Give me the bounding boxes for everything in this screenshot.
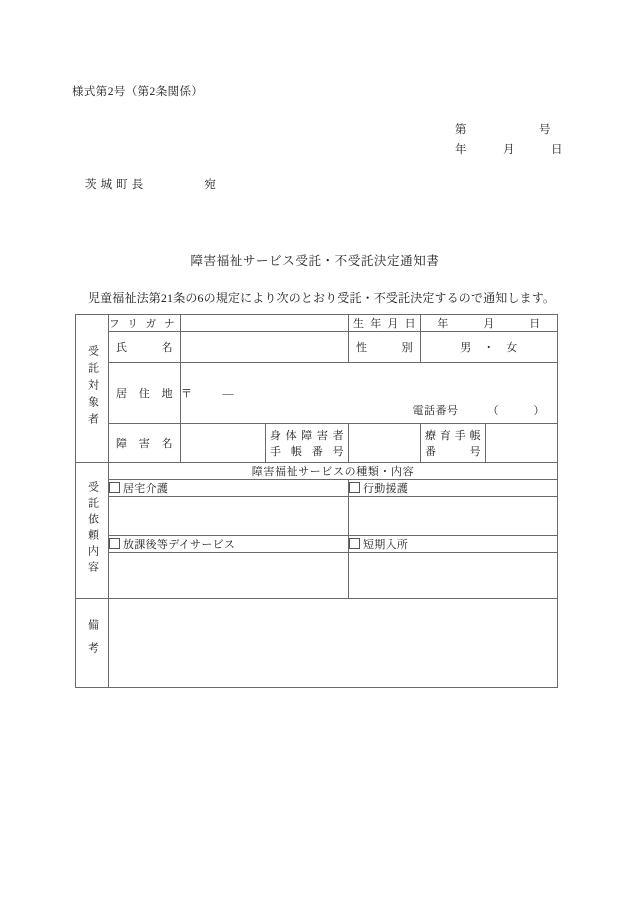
service-detail-short-stay[interactable] xyxy=(349,553,558,599)
table-row-name xyxy=(76,332,558,363)
birth-date-label xyxy=(349,315,421,332)
checkbox-icon[interactable] xyxy=(349,538,360,549)
furigana-value[interactable] xyxy=(181,315,349,332)
postal-dash: — xyxy=(222,388,234,400)
postal-code-line xyxy=(181,385,557,401)
vertical-label-request xyxy=(76,463,109,599)
sex-value[interactable]: 男 ・ 女 xyxy=(421,332,558,363)
ryoiku-handbook-label-line1: 療 育 手 帳 xyxy=(425,430,481,442)
checkbox-icon[interactable] xyxy=(109,482,120,493)
residence-value[interactable] xyxy=(181,363,558,424)
remarks-value[interactable] xyxy=(109,599,558,688)
service-option-home-care[interactable] xyxy=(109,480,349,497)
table-row-services-header xyxy=(76,463,558,480)
disability-name-value[interactable] xyxy=(181,424,266,463)
name-label xyxy=(109,332,181,363)
table-row-services-detail-1 xyxy=(76,497,558,536)
service-option-behavior-support[interactable] xyxy=(349,480,558,497)
document-title: 障害福祉サービス受託・不受託決定通知書 xyxy=(190,254,440,268)
table-row-services-options-2 xyxy=(76,536,558,553)
intro-paragraph: 児童福祉法第21条の6の規定により次のとおり受託・不受託決定するので通知します。 xyxy=(88,291,556,305)
ryoiku-handbook-label-line2: 番 号 xyxy=(425,446,481,458)
service-detail-after-school-day-service[interactable] xyxy=(109,553,349,599)
vertical-label-remarks xyxy=(76,599,109,688)
ryoiku-handbook-label xyxy=(421,424,486,463)
table-row-remarks xyxy=(76,599,558,688)
physical-handbook-label xyxy=(266,424,349,463)
service-option-after-school-day-service[interactable] xyxy=(109,536,349,553)
birth-date-label-text: 生 年 月 日 xyxy=(353,318,416,330)
service-option-behavior-support-label: 行動援護 xyxy=(363,483,409,495)
form-number: 様式第2号（第2条関係） xyxy=(72,86,204,98)
addressee-line: 茨 城 町 長 宛 xyxy=(85,179,217,191)
furigana-label: フ リ ガ ナ xyxy=(109,315,181,332)
service-option-short-stay[interactable] xyxy=(349,536,558,553)
postal-mark-icon: 〒 xyxy=(181,388,193,400)
physical-handbook-label-line1: 身 体 障 害 者 xyxy=(270,430,344,442)
physical-handbook-label-line2: 手 帳 番 号 xyxy=(270,446,344,458)
sex-label-text: 性 別 xyxy=(356,342,413,354)
service-detail-home-care[interactable] xyxy=(109,497,349,536)
checkbox-icon[interactable] xyxy=(349,482,360,493)
ryoiku-handbook-value[interactable] xyxy=(486,424,558,463)
vertical-label-remarks-text: 備考 xyxy=(86,618,99,665)
physical-handbook-value[interactable] xyxy=(349,424,421,463)
birth-date-value[interactable]: 年 月 日 xyxy=(421,315,558,332)
vertical-label-request-text: 受託依頼内容 xyxy=(86,481,99,577)
disability-name-label-text: 障 害 名 xyxy=(116,438,173,450)
document-number-line: 第 号 xyxy=(455,124,551,136)
table-row-services-options-1 xyxy=(76,480,558,497)
disability-name-label xyxy=(109,424,181,463)
residence-label-text: 居 住 地 xyxy=(116,388,173,400)
vertical-label-recipient xyxy=(76,315,109,463)
table-row-disability xyxy=(76,424,558,463)
notification-form-table xyxy=(75,314,558,688)
services-header: 障害福祉サービスの種類・内容 xyxy=(109,463,558,480)
document-number-and-date xyxy=(455,120,563,160)
service-detail-behavior-support[interactable] xyxy=(349,497,558,536)
table-row-services-detail-2 xyxy=(76,553,558,599)
service-option-after-school-day-service-label: 放課後等デイサービス xyxy=(123,539,236,551)
checkbox-icon[interactable] xyxy=(109,538,120,549)
name-value[interactable] xyxy=(181,332,349,363)
telephone-label: 電話番号 （ ） xyxy=(412,405,545,417)
service-option-short-stay-label: 短期入所 xyxy=(363,539,409,551)
residence-label xyxy=(109,363,181,424)
table-row-residence xyxy=(76,363,558,424)
document-date-line: 年 月 日 xyxy=(455,144,563,156)
service-option-home-care-label: 居宅介護 xyxy=(123,483,169,495)
vertical-label-recipient-text: 受託対象者 xyxy=(86,344,99,430)
table-row-furigana xyxy=(76,315,558,332)
sex-label xyxy=(349,332,421,363)
name-label-text: 氏 名 xyxy=(116,342,173,354)
